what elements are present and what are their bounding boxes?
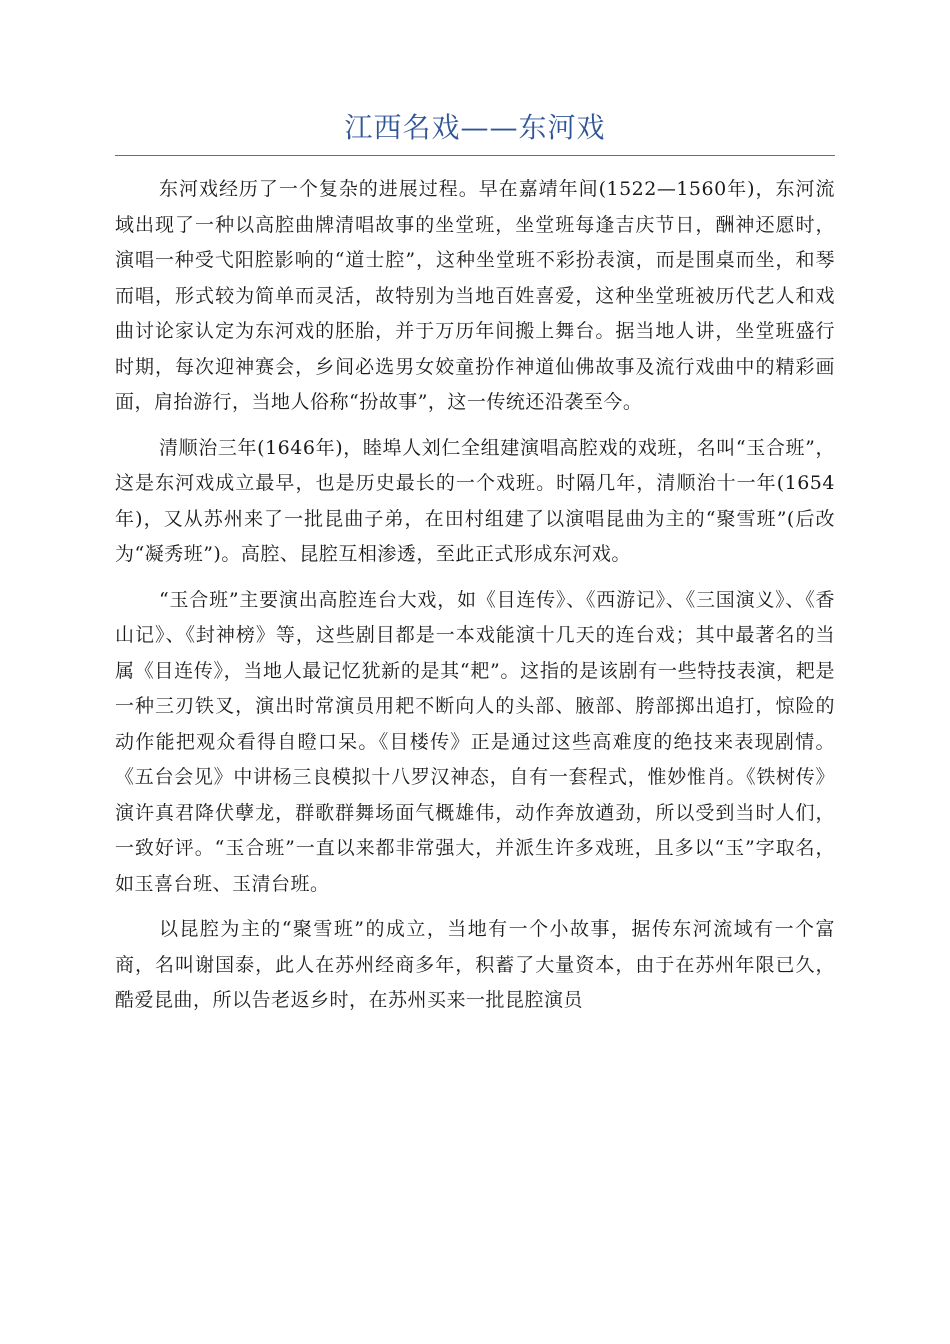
paragraph-4: 以昆腔为主的“聚雪班”的成立，当地有一个小故事，据传东河流域有一个富商，名叫谢国泰，此人在苏州经商多年，积蓄了大量资本，由于在苏州年限已久，酷爱昆曲，所以告老返乡时，在苏州买来一批昆腔演员 xyxy=(115,918,835,1011)
document-body xyxy=(115,172,835,1029)
paragraph-2: 清顺治三年(1646年)，睦埠人刘仁全组建演唱高腔戏的戏班，名叫“玉合班”，这是东河戏成立最早，也是历史最长的一个戏班。时隔几年，清顺治十一年(1654年)，又从苏州来了一批昆曲子弟，在田村组建了以演唱昆曲为主的“聚雪班”(后改为“凝秀班”)。高腔、昆腔互相渗透，至此正式形成东河戏。 xyxy=(115,436,835,565)
paragraph-1: 东河戏经历了一个复杂的进展过程。早在嘉靖年间(1522—1560年)，东河流域出现了一种以高腔曲牌清唱故事的坐堂班，坐堂班每逢吉庆节日，酬神还愿时，演唱一种受弋阳腔影响的“道士腔”，这种坐堂班不彩扮表演，而是围桌而坐，和琴而唱，形式较为简单而灵活，故特别为当地百姓喜爱，这种坐堂班被历代艺人和戏曲讨论家认定为东河戏的胚胎，并于万历年间搬上舞台。据当地人讲，坐堂班盛行时期，每次迎神赛会，乡间必选男女姣童扮作神道仙佛故事及流行戏曲中的精彩画面，肩抬游行，当地人俗称“扮故事”，这一传统还沿袭至今。 xyxy=(115,178,835,413)
document-title: 江西名戏——东河戏 xyxy=(344,111,606,144)
title-section xyxy=(115,108,835,156)
paragraph-3: “玉合班”主要演出高腔连台大戏，如《目连传》、《西游记》、《三国演义》、《香山记》、《封神榜》等，这些剧目都是一本戏能演十几天的连台戏；其中最著名的当属《目连传》，当地人最记忆犹新的是其“耙”。这指的是该剧有一些特技表演，耙是一种三刃铁叉，演出时常演员用耙不断向人的头部、腋部、胯部掷出追打，惊险的动作能把观众看得自瞪口呆。《目楼传》正是通过这些高难度的绝技来表现剧情。《五台会见》中讲杨三良模拟十八罗汉神态，自有一套程式，惟妙惟肖。《铁树传》演许真君降伏孽龙，群歌群舞场面气概雄伟，动作奔放遒劲，所以受到当时人们，一致好评。“玉合班”一直以来都非常强大，并派生许多戏班，且多以“玉”字取名，如玉喜台班、玉清台班。 xyxy=(115,588,835,895)
